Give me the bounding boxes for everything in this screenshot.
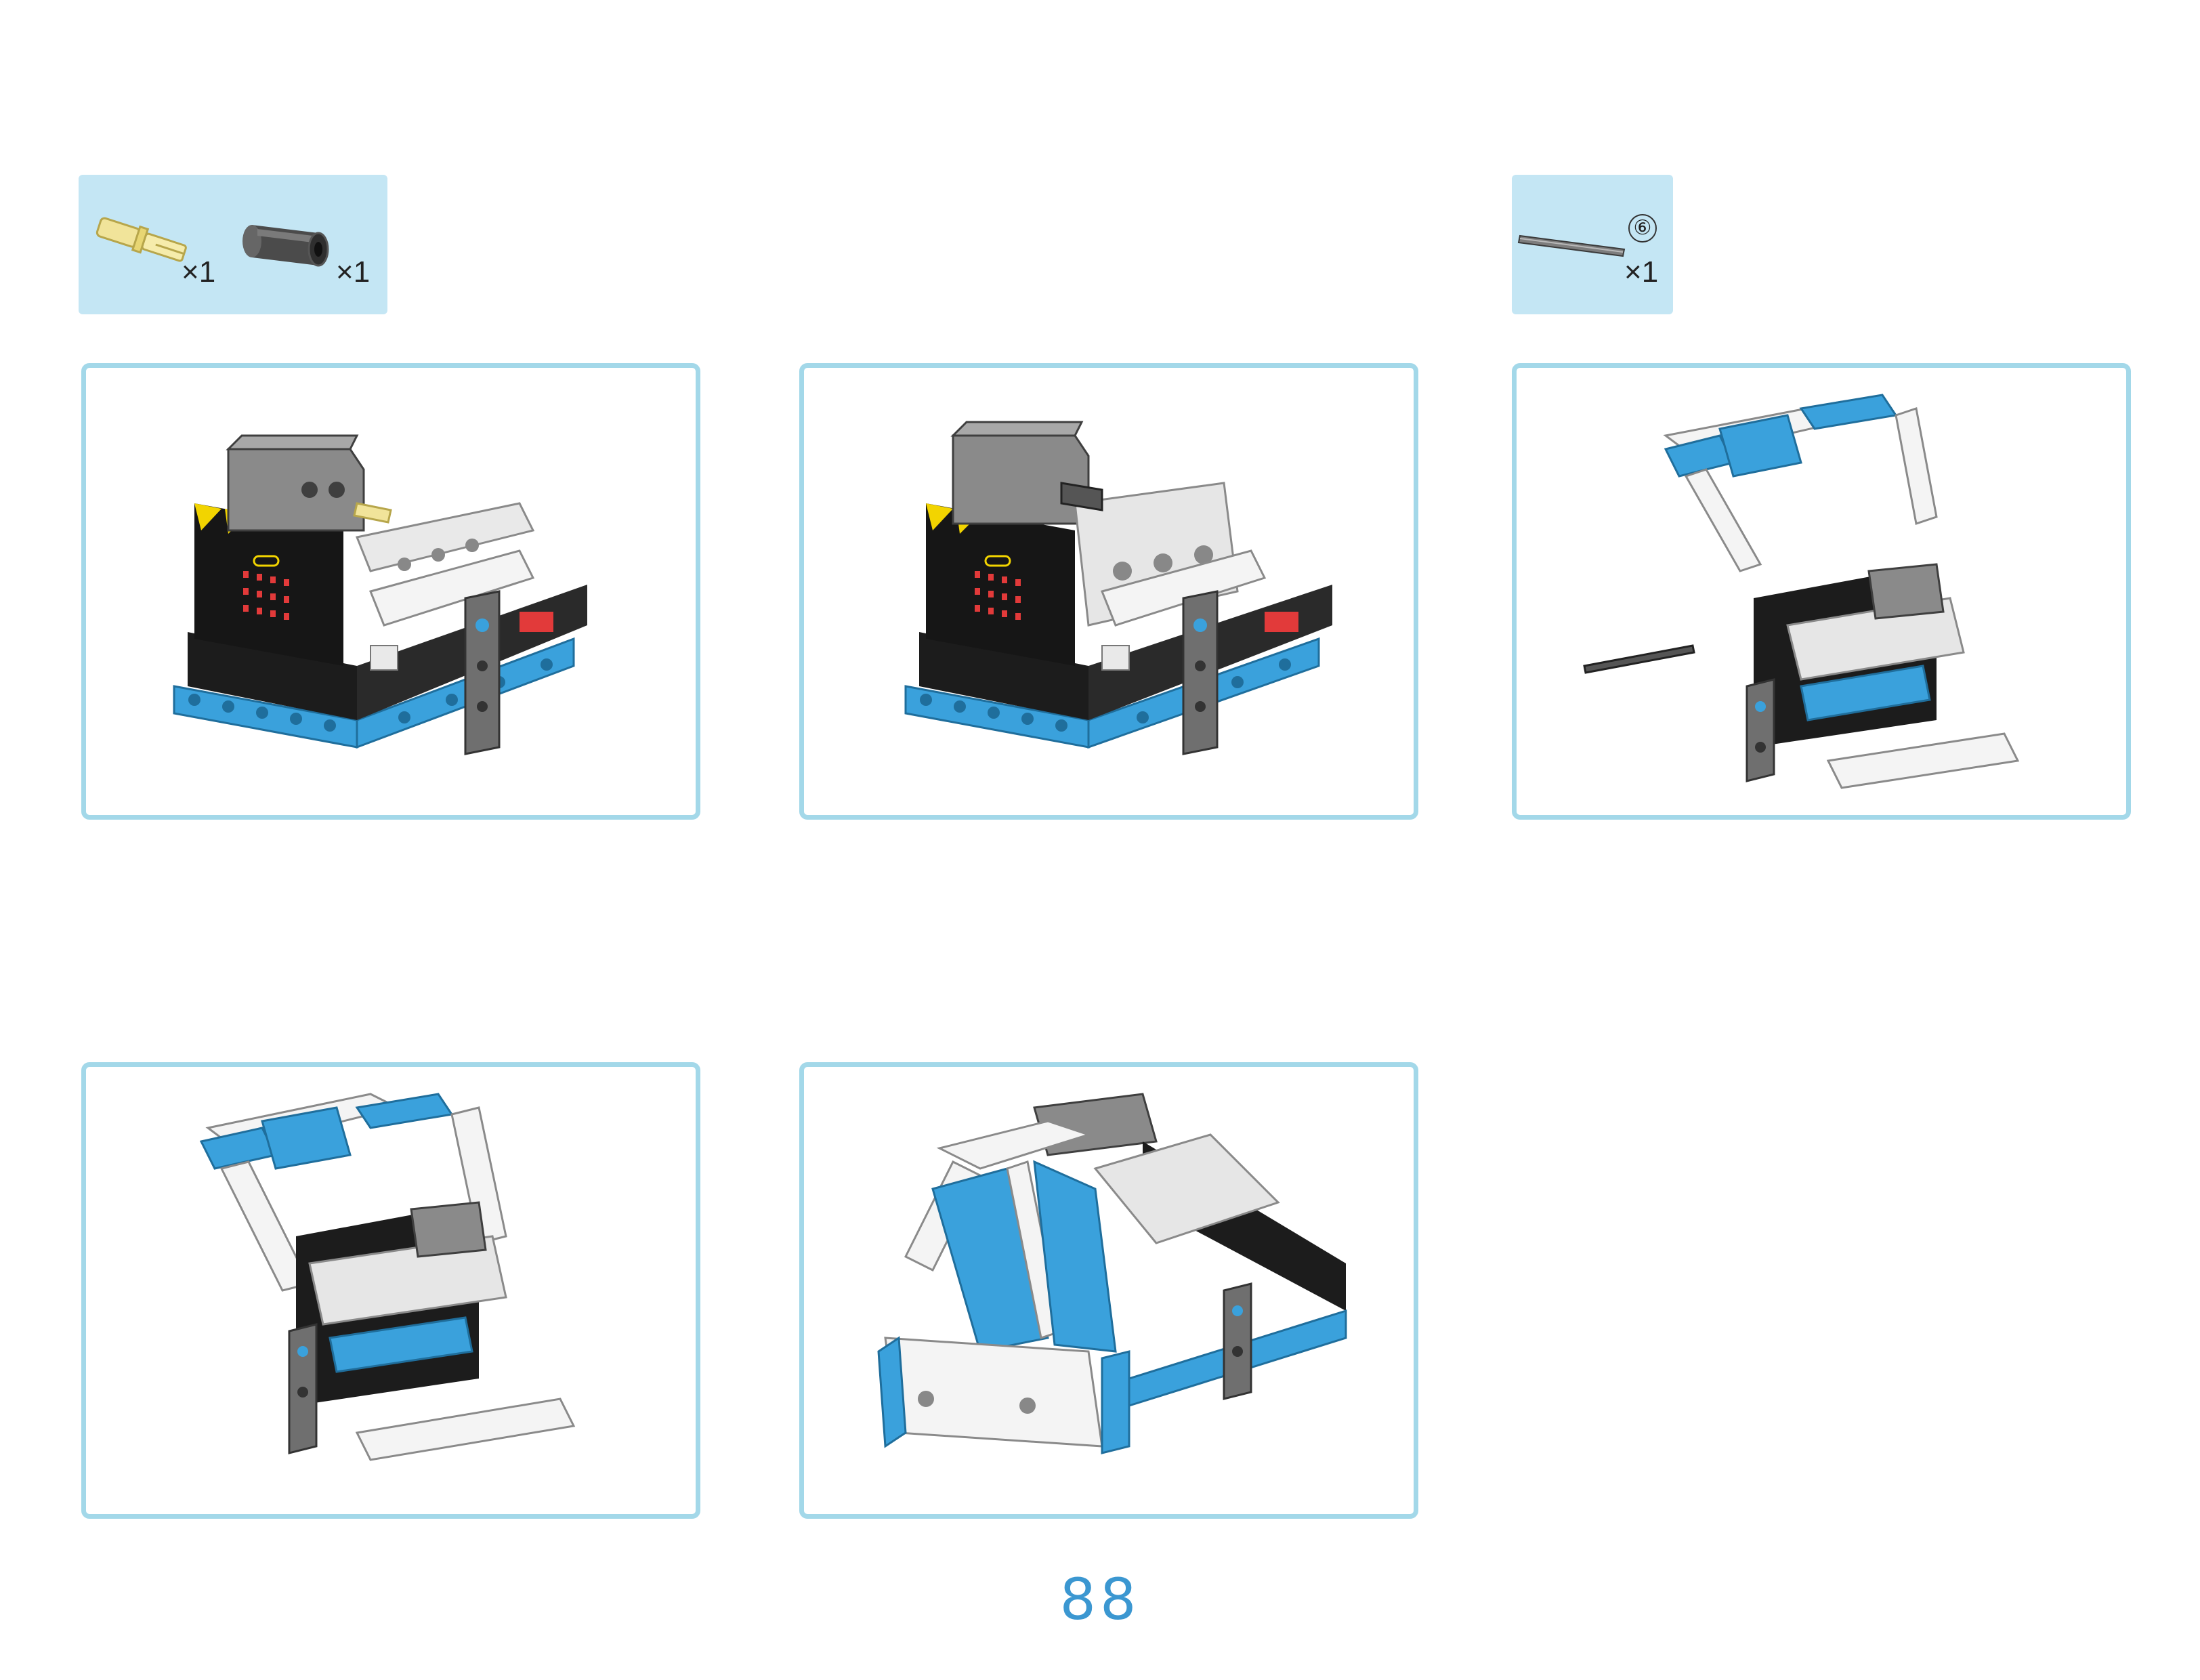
step-panel-3: [1512, 363, 2131, 820]
robot-assembly-step-3: [1517, 368, 2126, 815]
robot-assembly-step-4: [86, 1067, 696, 1514]
step-panel-4: [81, 1062, 700, 1519]
dark-gray-bushing-icon: [238, 213, 340, 274]
part-quantity: ×1: [182, 255, 216, 289]
robot-assembly-step-1: [86, 368, 696, 815]
axle-length-mark: ⑥: [1628, 214, 1657, 243]
page-number: 88: [1059, 1566, 1141, 1633]
gray-axle-rod-icon: [1516, 229, 1631, 263]
parts-box-left: [79, 175, 387, 314]
part-quantity: ×1: [336, 255, 371, 289]
step-panel-1: [81, 363, 700, 820]
part-quantity: ×1: [1624, 255, 1659, 289]
parts-box-right: [1512, 175, 1673, 314]
step-panel-2: [799, 363, 1418, 820]
robot-assembly-step-2: [804, 368, 1414, 815]
robot-assembly-step-5: [804, 1067, 1414, 1514]
step-panel-5: [799, 1062, 1418, 1519]
